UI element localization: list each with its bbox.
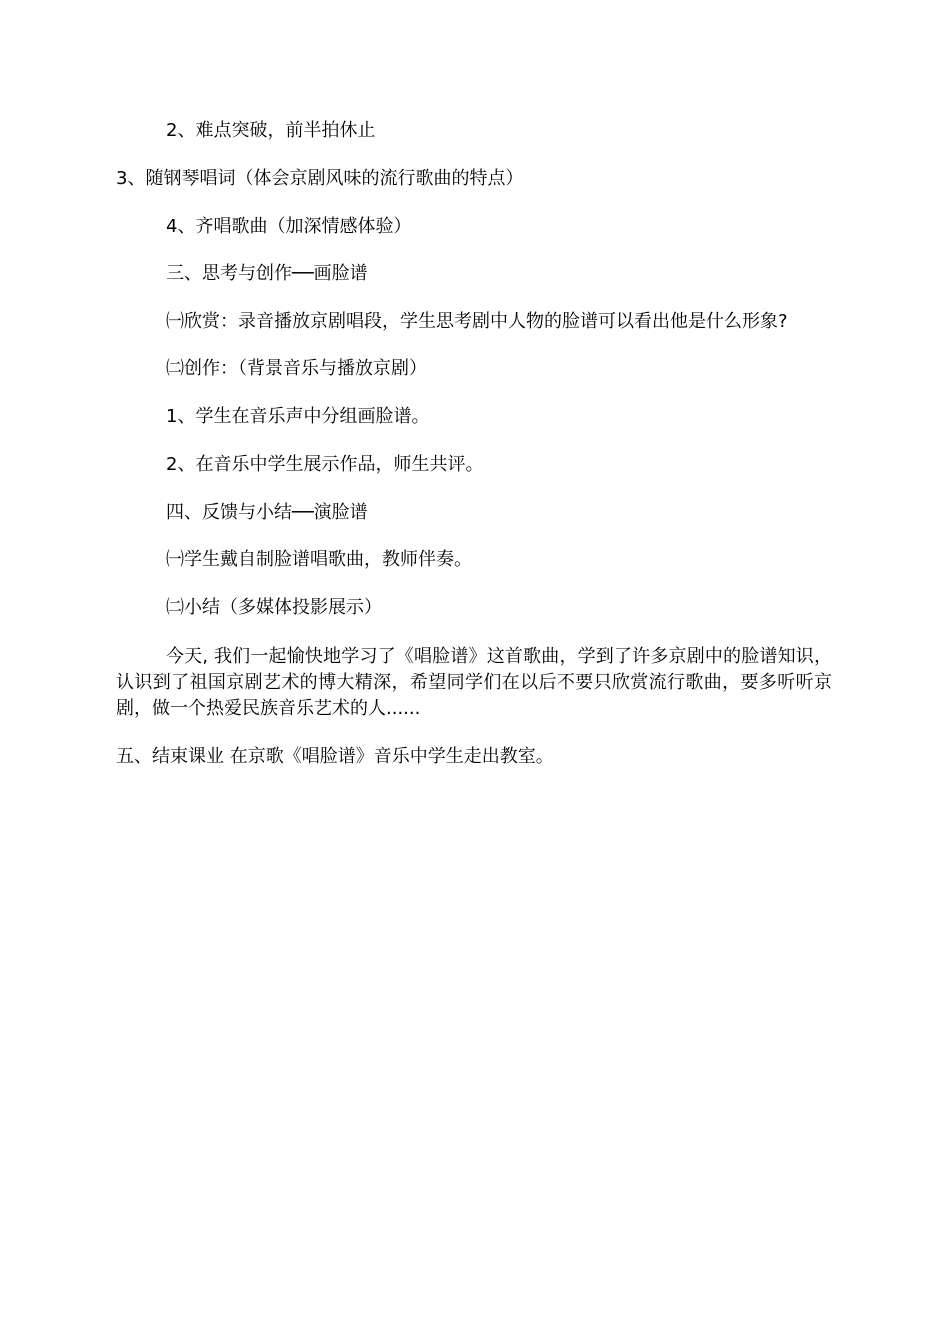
summary-item: ㈡小结（多媒体投影展示）	[166, 597, 382, 618]
step-2-difficulty: 2、难点突破，前半拍休止	[166, 120, 376, 141]
step-3-piano-singing: 3、随钢琴唱词（体会京剧风味的流行歌曲的特点）	[116, 168, 524, 189]
section-4-heading: 四、反馈与小结──演脸谱	[166, 502, 368, 523]
feedback-item: ㈠学生戴自制脸谱唱歌曲，教师伴奏。	[166, 549, 472, 570]
creation-step-2: 2、在音乐中学生展示作品，师生共评。	[166, 454, 484, 475]
creation-item: ㈡创作：（背景音乐与播放京剧）	[166, 358, 427, 379]
creation-step-1: 1、学生在音乐声中分组画脸谱。	[166, 406, 430, 427]
step-4-chorus: 4、齐唱歌曲（加深情感体验）	[166, 216, 412, 237]
section-5-closing: 五、结束课业 在京歌《唱脸谱》音乐中学生走出教室。	[116, 746, 554, 767]
appreciation-item: ㈠欣赏：录音播放京剧唱段，学生思考剧中人物的脸谱可以看出他是什么形象?	[166, 311, 788, 332]
summary-paragraph: 今天, 我们一起愉快地学习了《唱脸谱》这首歌曲，学到了许多京剧中的脸谱知识，认识到了祖国京剧艺术的博大精深，希望同学们在以后不要只欣赏流行歌曲，要多听听京剧，做一个热爱民族音乐艺术的人......	[116, 646, 832, 719]
section-3-heading: 三、思考与创作──画脸谱	[166, 263, 368, 284]
